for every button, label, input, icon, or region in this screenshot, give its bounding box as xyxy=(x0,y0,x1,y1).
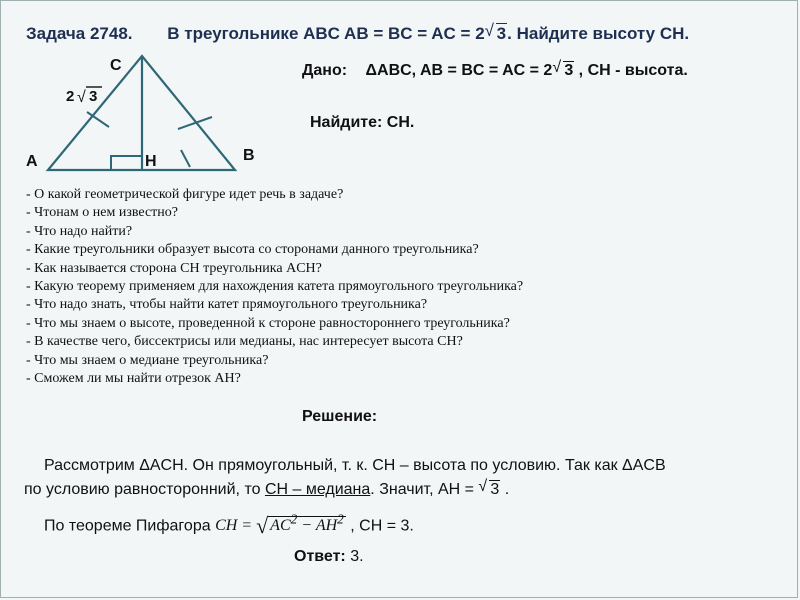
side-length-coef: 2 xyxy=(66,88,75,105)
solution-line-3-end: , CH = 3. xyxy=(345,517,414,535)
pythagoras-formula: CH = √ $AC^2 - AH^2$ xyxy=(215,512,344,539)
solution-line-2 xyxy=(24,478,666,502)
question-item: - Что надо найти? xyxy=(26,223,133,239)
question-item: - Какие треугольники образует высота со сторонами данного треугольника? xyxy=(26,242,479,258)
question-item: - Какую теорему применяем для нахождения катета прямоугольного треугольника? xyxy=(26,279,524,295)
given-radicand: 3 xyxy=(564,62,574,79)
tick-bc xyxy=(178,117,212,129)
question-item: - В качестве чего, биссектрисы или медианы, нас интересует высота CH? xyxy=(26,334,463,350)
solution-line-1: Рассмотрим ΔACH. Он прямоугольный, т. к. CH – высота по условию. Так как ΔACB xyxy=(44,457,666,474)
question-item: - Что надо знать, чтобы найти катет прямоугольного треугольника? xyxy=(26,297,428,313)
solution-title: Решение: xyxy=(302,408,378,425)
formula-ac-exp: 2 xyxy=(290,512,298,527)
task-tail: . Найдите высоту CH. xyxy=(507,24,690,43)
question-item: - Сможем ли мы найти отрезок AH? xyxy=(26,371,241,387)
tick-ab xyxy=(181,150,190,167)
answer-value: 3. xyxy=(345,548,364,565)
question-item: - Что мы знаем о медиане треугольника? xyxy=(26,352,269,368)
solution-line-2-start: по условию равносторонний, то xyxy=(24,481,265,498)
median-phrase: CH – медиана xyxy=(264,481,371,498)
ah-sqrt: √ 3 xyxy=(478,478,500,498)
given-sqrt: √ 3 xyxy=(552,59,574,79)
answer-label: Ответ: xyxy=(294,548,346,565)
vertex-label-b: B xyxy=(243,147,255,164)
formula-lhs: CH = xyxy=(215,517,253,535)
given-block xyxy=(302,59,688,80)
task-sqrt: √ 3 xyxy=(484,21,507,43)
task-coef: 2 xyxy=(475,24,485,43)
guiding-questions xyxy=(26,186,523,388)
question-item: - Чтонам о нем известно? xyxy=(26,205,178,221)
pythagoras-intro: По теореме Пифагора xyxy=(44,517,216,535)
triangle-diagram xyxy=(0,0,320,185)
given-text: ΔABC, AB = BC = AC = xyxy=(365,62,544,79)
find-block: Найдите: CH. xyxy=(310,114,415,131)
solution-line-2-end: . xyxy=(500,481,510,498)
vertex-label-c: C xyxy=(110,57,122,74)
answer xyxy=(294,548,364,566)
given-coef: 2 xyxy=(543,62,553,79)
task-text: В треугольнике ABC AB = BC = AC = xyxy=(167,24,476,43)
vertex-label-a: A xyxy=(26,153,38,170)
foot-label-h: H xyxy=(145,153,157,170)
solution-body xyxy=(24,454,666,538)
formula-minus: − xyxy=(297,517,316,535)
formula-ah-exp: 2 xyxy=(337,512,344,527)
question-item: - О какой геометрической фигуре идет речь в задаче? xyxy=(26,187,344,202)
side-length-radical: √ xyxy=(77,89,86,106)
task-number: Задача 2748. xyxy=(26,24,133,43)
given-tail: , CH - высота. xyxy=(574,62,688,79)
ah-radicand: 3 xyxy=(490,481,500,498)
given-label: Дано: xyxy=(302,62,348,79)
formula-ac: AC xyxy=(270,517,291,535)
side-length-radicand: 3 xyxy=(89,88,98,105)
solution-line-3 xyxy=(24,508,666,538)
formula-ah: AH xyxy=(315,517,338,535)
solution-line-2-mid: . Значит, AH = xyxy=(370,481,479,498)
task-radicand: 3 xyxy=(496,24,507,43)
right-angle-mark xyxy=(111,156,142,170)
question-item: - Что мы знаем о высоте, проведенной к стороне равностороннего треугольника? xyxy=(26,315,510,331)
question-item: - Как называется сторона CH треугольника ACH? xyxy=(26,260,322,276)
